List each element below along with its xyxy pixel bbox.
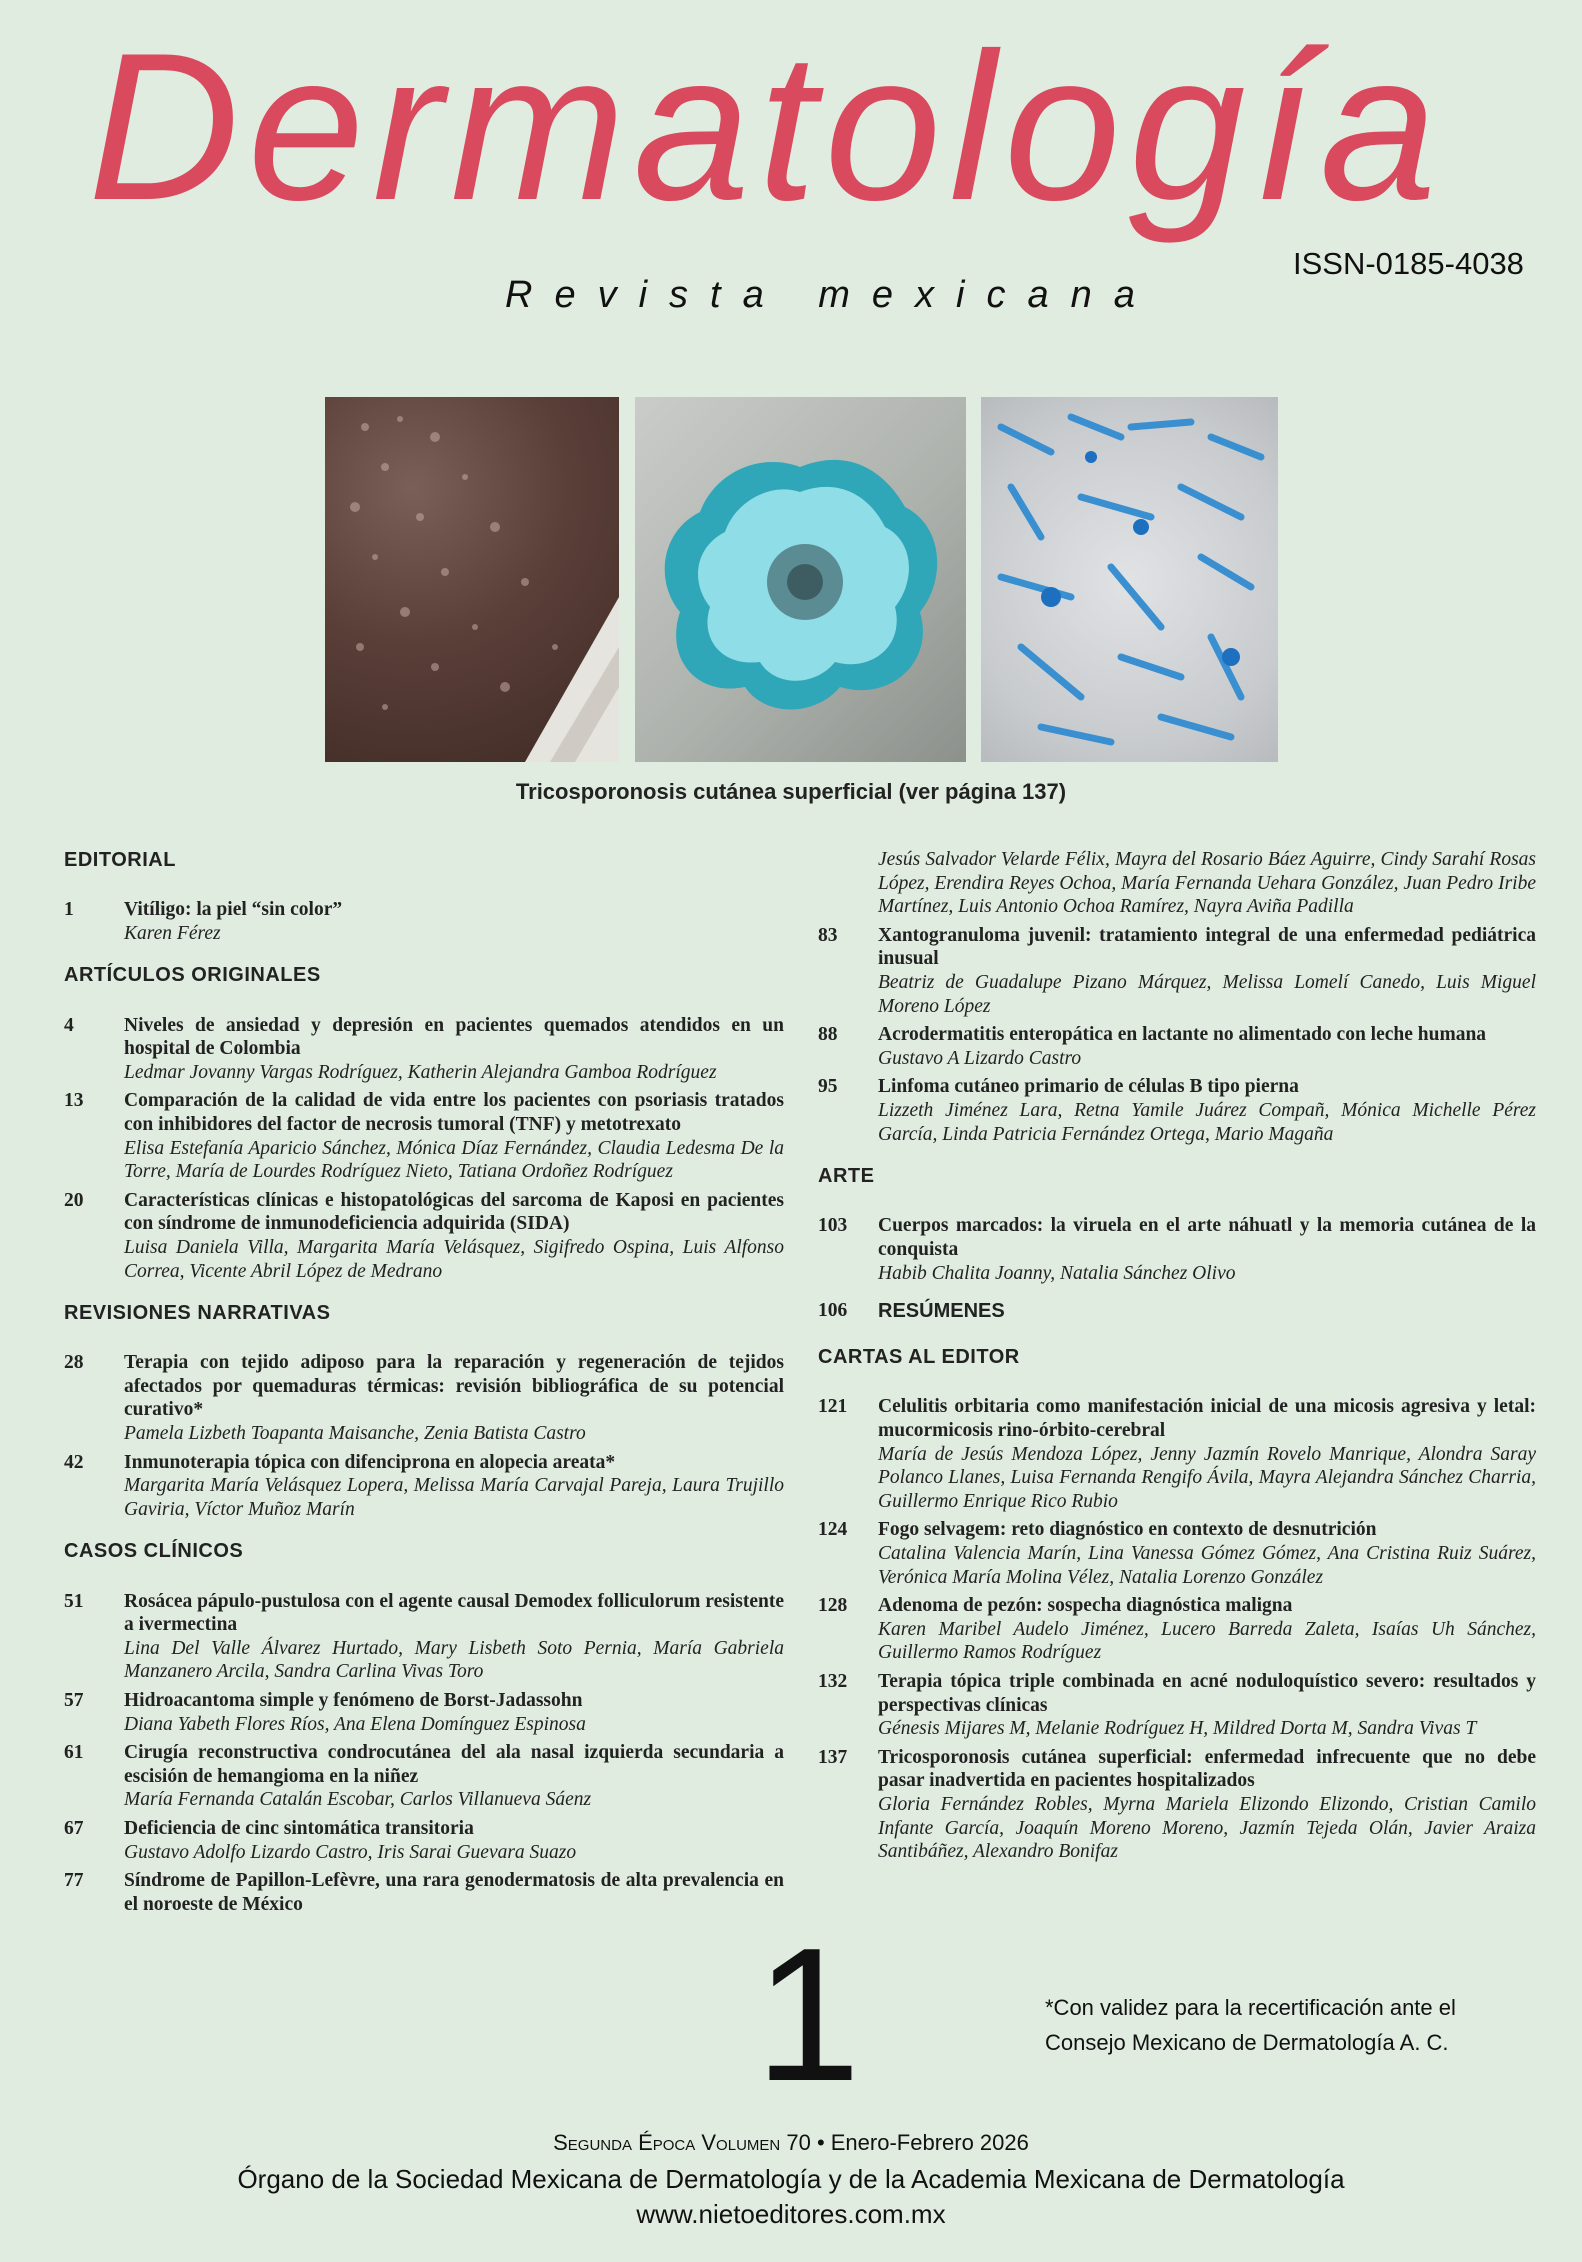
toc-page-number: 121 xyxy=(818,1396,848,1418)
toc-entry[interactable] xyxy=(818,1670,1536,1741)
toc-authors: Habib Chalita Joanny, Natalia Sánchez Olivo xyxy=(878,1262,1236,1284)
toc-title: Deficiencia de cinc sintomática transitoria xyxy=(124,1817,474,1839)
toc-title: Niveles de ansiedad y depresión en pacientes quemados atendidos en un hospital de Colombia xyxy=(124,1014,784,1060)
toc-section-heading: ARTE xyxy=(818,1165,875,1188)
volume-date: 70 • Enero-Febrero 2026 xyxy=(786,2130,1029,2155)
toc-title: Terapia con tejido adiposo para la reparación y regeneración de tejidos afectados por quemaduras térmicas: revisión bibliográfica de su potencial curativo* xyxy=(124,1352,784,1421)
toc-title: Hidroacantoma simple y fenómeno de Borst-Jadassohn xyxy=(124,1690,583,1711)
toc-title: Tricosporonosis cutánea superficial: enfermedad infrecuente que no debe pasar inadvertida en pacientes hospitalizados xyxy=(878,1746,1536,1792)
volume-line xyxy=(0,2130,1582,2156)
toc-section-heading: REVISIONES NARRATIVAS xyxy=(64,1302,331,1325)
toc-entry[interactable] xyxy=(64,1689,784,1736)
toc-section-heading: EDITORIAL xyxy=(64,849,176,871)
website[interactable]: www.nietoeditores.com.mx xyxy=(636,2199,946,2229)
toc-authors: Luisa Daniela Villa, Margarita María Velásquez, Sigifredo Ospina, Luis Alfonso Correa, Vicente Abril López de Medrano xyxy=(124,1236,784,1282)
toc-resumenes[interactable] xyxy=(818,1299,1536,1323)
toc-title: Acrodermatitis enteropática en lactante no alimentado con leche humana xyxy=(878,1024,1487,1046)
toc-page-number: 57 xyxy=(64,1690,84,1711)
toc-page-number: 42 xyxy=(64,1451,84,1473)
toc-page-number: 132 xyxy=(818,1671,848,1692)
toc-title: Comparación de la calidad de vida entre los pacientes con psoriasis tratados con inhibidores del factor de necrosis tumoral (TNF) y metotrexato xyxy=(124,1090,784,1135)
toc-title: Adenoma de pezón: sospecha diagnóstica maligna xyxy=(878,1595,1293,1617)
issn: ISSN-0185-4038 xyxy=(1293,246,1524,281)
toc-authors: Gloria Fernández Robles, Myrna Mariela Elizondo Elizondo, Cristian Camilo Infante García, Joaquín Moreno Moreno, Jazmín Tejeda Olán, Javier Araiza Santibáñez, Alexandro Bonifaz xyxy=(878,1793,1536,1863)
toc-entry[interactable] xyxy=(818,1594,1536,1665)
toc-authors: Diana Yabeth Flores Ríos, Ana Elena Domínguez Espinosa xyxy=(124,1713,586,1735)
masthead-subtitle: Revista mexicana xyxy=(505,274,1157,316)
toc-title: Características clínicas e histopatológicas del sarcoma de Kaposi en pacientes con síndrome de inmunodeficiencia adquirida (SIDA) xyxy=(124,1189,784,1235)
toc-title: Fogo selvagem: reto diagnóstico en contexto de desnutrición xyxy=(878,1519,1377,1541)
toc-page-number: 28 xyxy=(64,1352,84,1374)
toc-page-number: 61 xyxy=(64,1742,84,1764)
toc-left-column xyxy=(64,848,784,1921)
toc-page-number: 88 xyxy=(818,1024,838,1046)
toc-entry[interactable] xyxy=(818,1023,1536,1070)
toc-section-heading: ARTÍCULOS ORIGINALES xyxy=(64,964,321,987)
toc-title: Xantogranuloma juvenil: tratamiento integral de una enfermedad pediátrica inusual xyxy=(878,924,1536,970)
toc-title: Celulitis orbitaria como manifestación inicial de una micosis agresiva y letal: mucormicosis rino-órbito-cerebral xyxy=(878,1396,1536,1442)
epoch-label: Segunda Época Volumen xyxy=(553,2130,781,2155)
toc-authors: Gustavo A Lizardo Castro xyxy=(878,1047,1082,1069)
cover-photo-micrograph xyxy=(981,397,1278,762)
recert-line-1: *Con validez para la recertificación ante el xyxy=(1045,1995,1456,2020)
masthead-title: Dermatología xyxy=(88,9,1445,244)
toc-entry[interactable] xyxy=(64,1869,784,1916)
toc-section-heading: CASOS CLÍNICOS xyxy=(64,1540,244,1563)
toc-entry[interactable] xyxy=(818,1395,1536,1513)
toc-entry[interactable] xyxy=(818,924,1536,1018)
toc-authors: Pamela Lizbeth Toapanta Maisanche, Zenia Batista Castro xyxy=(124,1423,586,1445)
toc-entry[interactable] xyxy=(818,1075,1536,1146)
toc-entry[interactable] xyxy=(818,1518,1536,1589)
toc-page-number: 128 xyxy=(818,1595,848,1617)
toc-authors: Beatriz de Guadalupe Pizano Márquez, Melissa Lomelí Canedo, Luis Miguel Moreno López xyxy=(878,971,1536,1017)
recertification-note xyxy=(1045,1990,1525,2060)
toc-page-number: 106 xyxy=(818,1300,848,1322)
toc-entry[interactable] xyxy=(64,1014,784,1085)
toc-title: Terapia tópica triple combinada en acné noduloquístico severo: resultados y perspectivas clínicas xyxy=(878,1671,1536,1716)
toc-entry[interactable] xyxy=(64,1451,784,1522)
toc-page-number: 20 xyxy=(64,1189,84,1211)
toc-title: Síndrome de Papillon-Lefèvre, una rara genodermatosis de alta prevalencia en el noroeste de México xyxy=(124,1870,784,1915)
toc-entry[interactable] xyxy=(64,1817,784,1864)
toc-right-column xyxy=(818,848,1536,1869)
toc-entry[interactable] xyxy=(64,1741,784,1812)
toc-authors: Lizzeth Jiménez Lara, Retna Yamile Juárez Compañ, Mónica Michelle Pérez García, Linda Patricia Fernández Ortega, Mario Magaña xyxy=(878,1099,1536,1145)
toc-page-number: 1 xyxy=(64,899,74,921)
cover-photo-culture xyxy=(635,397,966,762)
toc-authors: Génesis Mijares M, Melanie Rodríguez H, Mildred Dorta M, Sandra Vivas T xyxy=(878,1718,1477,1740)
toc-authors: Lina Del Valle Álvarez Hurtado, Mary Lisbeth Soto Pernia, María Gabriela Manzanero Arcila, Sandra Carlina Vivas Toro xyxy=(124,1637,784,1683)
toc-title: Cuerpos marcados: la viruela en el arte náhuatl y la memoria cutánea de la conquista xyxy=(878,1215,1536,1260)
toc-title: Linfoma cutáneo primario de células B tipo pierna xyxy=(878,1076,1299,1098)
cover-caption: Tricosporonosis cutánea superficial (ver página 137) xyxy=(515,779,1067,804)
toc-entry[interactable] xyxy=(818,1746,1536,1864)
toc-page-number: 77 xyxy=(64,1870,84,1892)
toc-entry[interactable] xyxy=(64,1189,784,1283)
toc-title: Vitíligo: la piel “sin color” xyxy=(124,899,343,921)
toc-authors: Catalina Valencia Marín, Lina Vanessa Gómez Gómez, Ana Cristina Ruiz Suárez, Verónica María Molina Vélez, Natalia Lorenzo González xyxy=(878,1543,1536,1588)
toc-entry[interactable] xyxy=(64,898,784,945)
organ-line: Órgano de la Sociedad Mexicana de Dermatología y de la Academia Mexicana de Dermatología xyxy=(237,2164,1345,2194)
toc-title: Cirugía reconstructiva condrocutánea del ala nasal izquierda secundaria a escisión de hemangioma en la niñez xyxy=(124,1742,784,1787)
recert-line-2: Consejo Mexicano de Dermatología A. C. xyxy=(1045,2030,1449,2056)
toc-page-number: 51 xyxy=(64,1590,84,1612)
toc-authors: Karen Férez xyxy=(124,922,221,944)
toc-authors: Margarita María Velásquez Lopera, Melissa María Carvajal Pareja, Laura Trujillo Gaviria, Víctor Muñoz Marín xyxy=(124,1475,784,1520)
toc-page-number: 103 xyxy=(818,1215,848,1237)
toc-entry[interactable] xyxy=(64,1089,784,1183)
toc-page-number: 4 xyxy=(64,1014,74,1036)
toc-page-number: 83 xyxy=(818,924,838,946)
toc-entry[interactable] xyxy=(64,1590,784,1684)
issue-number: 1 xyxy=(755,1909,861,2121)
toc-page-number: 95 xyxy=(818,1076,838,1098)
toc-section-heading: CARTAS AL EDITOR xyxy=(818,1346,1020,1369)
toc-authors: María Fernanda Catalán Escobar, Carlos Villanueva Sáenz xyxy=(124,1789,592,1811)
toc-section-heading: RESÚMENES xyxy=(878,1300,1005,1323)
toc-authors: Gustavo Adolfo Lizardo Castro, Iris Sarai Guevara Suazo xyxy=(124,1841,577,1863)
toc-authors: Elisa Estefanía Aparicio Sánchez, Mónica Díaz Fernández, Claudia Ledesma De la Torre, María de Lourdes Rodríguez Nieto, Tatiana Ordoñez Rodríguez xyxy=(124,1137,784,1183)
cover-photo-skin xyxy=(325,397,619,762)
toc-entry[interactable] xyxy=(64,1351,784,1445)
toc-authors-continued: Jesús Salvador Velarde Félix, Mayra del Rosario Báez Aguirre, Cindy Sarahí Rosas López, Erendira Reyes Ochoa, María Fernanda Uehara González, Juan Pedro Iribe Martínez, Luis Antonio Ochoa Ramírez, Nayra Aviña Padilla xyxy=(878,849,1536,918)
toc-authors: María de Jesús Mendoza López, Jenny Jazmín Rovelo Manrique, Alondra Saray Polanco Llanes, Luisa Fernanda Rengifo Ávila, Mayra Alejandra Sánchez Charria, Guillermo Enrique Rico Rubio xyxy=(878,1443,1536,1512)
toc-authors: Ledmar Jovanny Vargas Rodríguez, Katherin Alejandra Gamboa Rodríguez xyxy=(124,1061,717,1083)
toc-page-number: 13 xyxy=(64,1090,84,1112)
toc-page-number: 137 xyxy=(818,1746,848,1768)
toc-page-number: 124 xyxy=(818,1519,848,1541)
toc-authors: Karen Maribel Audelo Jiménez, Lucero Barreda Zaleta, Isaías Uh Sánchez, Guillermo Ramos Rodríguez xyxy=(878,1618,1536,1664)
toc-title: Rosácea pápulo-pustulosa con el agente causal Demodex folliculorum resistente a ivermectina xyxy=(124,1590,784,1636)
toc-title: Inmunoterapia tópica con difenciprona en alopecia areata* xyxy=(124,1451,616,1473)
toc-entry[interactable] xyxy=(818,1214,1536,1285)
toc-page-number: 67 xyxy=(64,1817,84,1839)
